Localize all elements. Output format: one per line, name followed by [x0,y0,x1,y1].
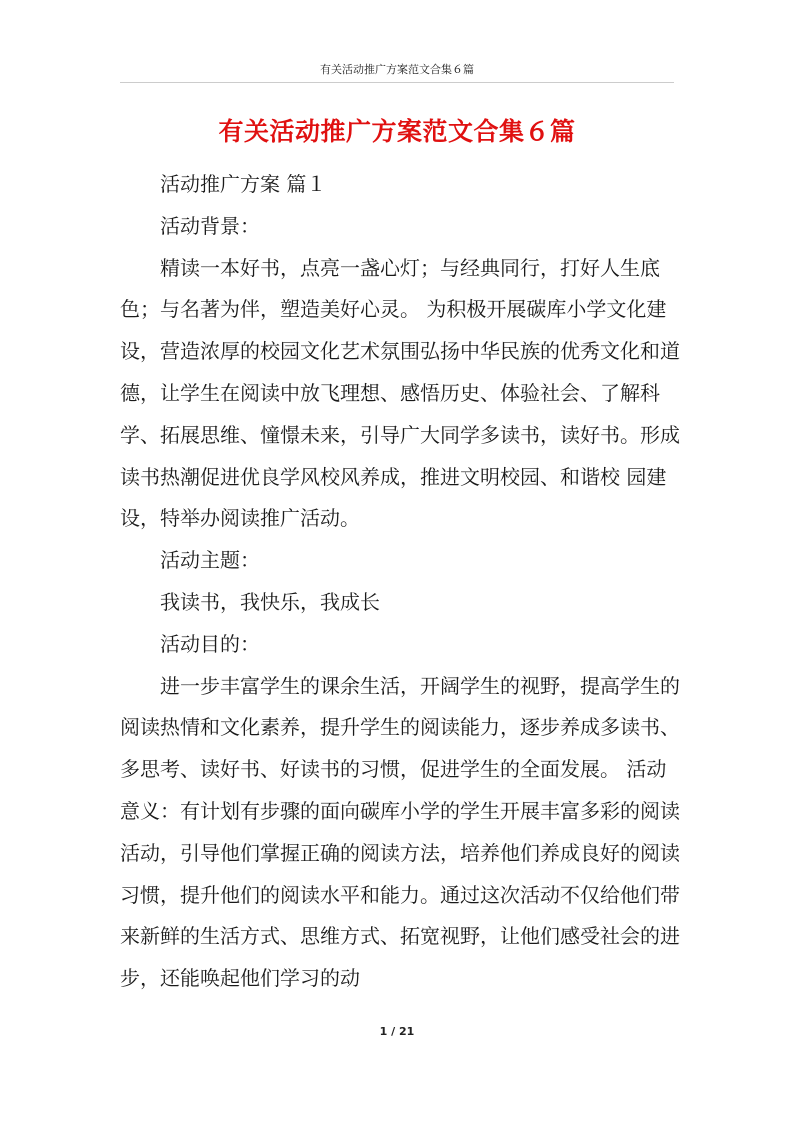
subheading-theme: 活动主题： [160,548,260,573]
header-divider [120,82,674,83]
paragraph-background: 精读一本好书，点亮一盏心灯；与经典同行，打好人生底色；与名著为伴，塑造美好心灵。 为积极开展碳库小学文化建设，营造浓厚的校园文化艺术氛围弘扬中华民族的优秀文化和道德，让学生在阅读中放飞理想、感悟历史、体验社会、了解科学、拓展思维、憧憬未来，引导广大同学多读书，读好书。形成读书热潮促进优良学风校风养成，推进文明校园、和谐校 园建设，特举办阅读推广活动。 [120,255,680,531]
paragraph-theme: 我读书，我快乐，我成长 [160,589,380,614]
running-header-title: 有关活动推广方案范文合集６篇 [320,63,474,76]
page-header [0,0,794,85]
subheading-purpose: 活动目的： [160,631,260,656]
document-title: 有关活动推广方案范文合集６篇 [218,117,576,146]
page-number: 1 / 21 [379,1025,415,1038]
document-body [120,164,680,1000]
section-heading: 活动推广方案 篇１ [160,172,327,196]
subheading-background: 活动背景： [160,213,260,238]
paragraph-purpose: 进一步丰富学生的课余生活，开阔学生的视野，提高学生的阅读热情和文化素养，提升学生的阅读能力，逐步养成多读书、多思考、读好书、好读书的习惯，促进学生的全面发展。 活动意义：有计划有步骤的面向碳库小学的学生开展丰富多彩的阅读活动，引导他们掌握正确的阅读方法，培养他们养成良好的阅读习惯，提升他们的阅读水平和能力。通过这次活动不仅给他们带来新鲜的生活方式、思维方式、拓宽视野，让他们感受社会的进步，还能唤起他们学习的动 [120,673,680,991]
